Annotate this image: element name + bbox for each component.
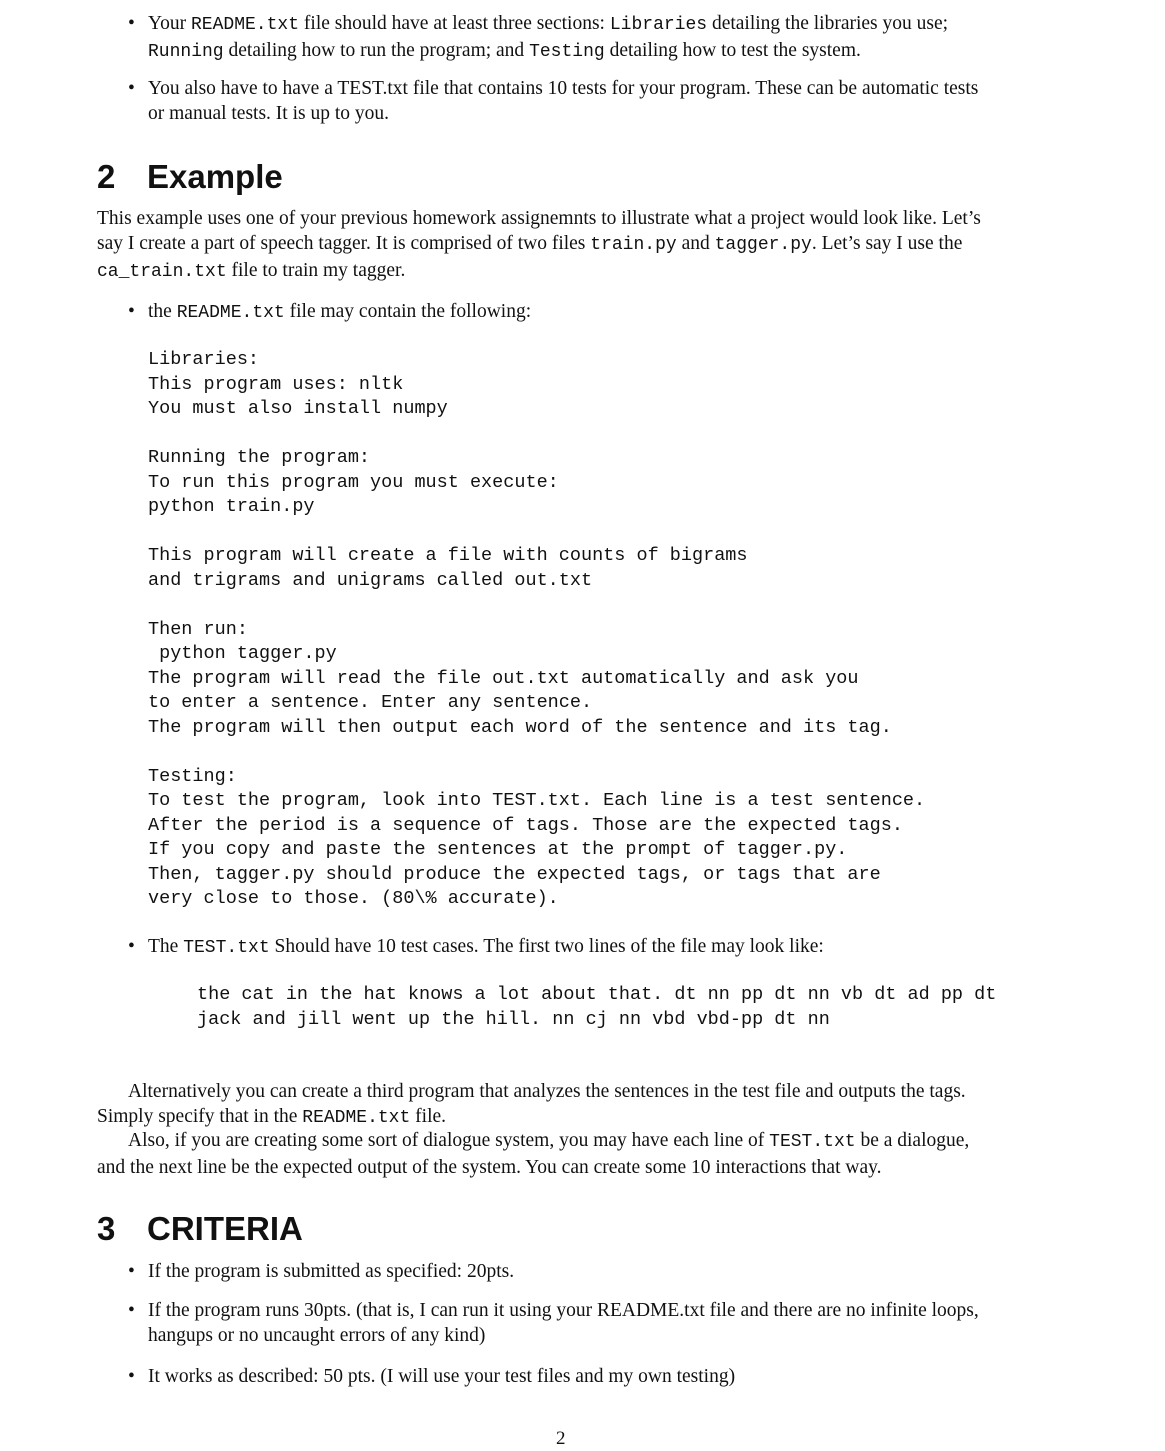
intro-bullet-list-2 [97, 76, 1057, 126]
page-number: 2 [556, 1428, 566, 1449]
bullet-marker: • [128, 13, 135, 34]
example-intro-paragraph: This example uses one of your previous homework assignemnts to illustrate what a project would look like. Let’s say I create a part of speech tagger. It is comprised of two files train.py and tagger.py. Let’s say I use the ca_train.txt file to train my tagger. [97, 208, 981, 282]
criteria-bullet-2 [97, 1298, 1057, 1348]
readme-code-block: Libraries: This program uses: nltk You must also install numpy Running the program: To run this program you must execute: python train.py This program will create a file with counts of bigrams and trigrams and unigrams called out.txt Then run: python tagger.py The program will read the file out.txt automatically and ask you to enter a sentence. Enter any sentence. The program will then output each word of the sentence and its tag. Testing: To test the program, look into TEST.txt. Each line is a test sentence. After the period is a sequence of tags. Those are the expected tags. If you copy and paste the sentences at the prompt of tagger.py. Then, tagger.py should produce the expected tags, or tags that are very close to those. (80\% accurate). [148, 349, 926, 909]
bullet-marker: • [128, 78, 135, 99]
list-item: • You also have to have a TEST.txt file that contains 10 tests for your program. These can be automatic tests or manual tests. It is up to you. [128, 78, 979, 124]
criteria-bullet-3 [97, 1364, 1057, 1389]
alternative-paragraph: Alternatively you can create a third program that analyzes the sentences in the test file and outputs the tags. Simply specify that in the README.txt file. [97, 1081, 966, 1128]
list-item: • It works as described: 50 pts. (I will use your test files and my own testing) [128, 1366, 736, 1387]
criteria-bullet-1 [97, 1259, 1057, 1284]
dialogue-paragraph: Also, if you are creating some sort of dialogue system, you may have each line of TEST.txt be a dialogue, and the next line be the expected output of the system. You can create some 10 interactions that way. [97, 1130, 970, 1178]
bullet-marker: • [128, 301, 135, 322]
test-code-block: the cat in the hat knows a lot about that. dt nn pp dt nn vb dt ad pp dt jack and jill went up the hill. nn cj nn vbd vbd-pp dt nn [197, 984, 997, 1030]
bullet-marker: • [128, 1261, 135, 1282]
bullet-marker: • [128, 1366, 135, 1387]
readme-bullet [97, 299, 1057, 326]
intro-bullet-list [97, 11, 1057, 65]
bullet-marker: • [128, 936, 135, 957]
list-item: • Your README.txt file should have at least three sections: Libraries detailing the libraries you use; Running detailing how to run the program; and Testing detailing how to test the system. [128, 13, 949, 62]
list-item: • the README.txt file may contain the following: [128, 301, 532, 323]
list-item: • If the program runs 30pts. (that is, I can run it using your README.txt file and there are no infinite loops, hangups or no uncaught errors of any kind) [128, 1300, 979, 1346]
section-heading-criteria: 3 CRITERIA [97, 1210, 303, 1247]
list-item: • The TEST.txt Should have 10 test cases. The first two lines of the file may look like: [128, 936, 824, 958]
bullet-marker: • [128, 1300, 135, 1321]
list-item: • If the program is submitted as specified: 20pts. [128, 1261, 515, 1282]
section-heading-example: 2 Example [97, 158, 283, 195]
test-bullet [97, 934, 1057, 961]
